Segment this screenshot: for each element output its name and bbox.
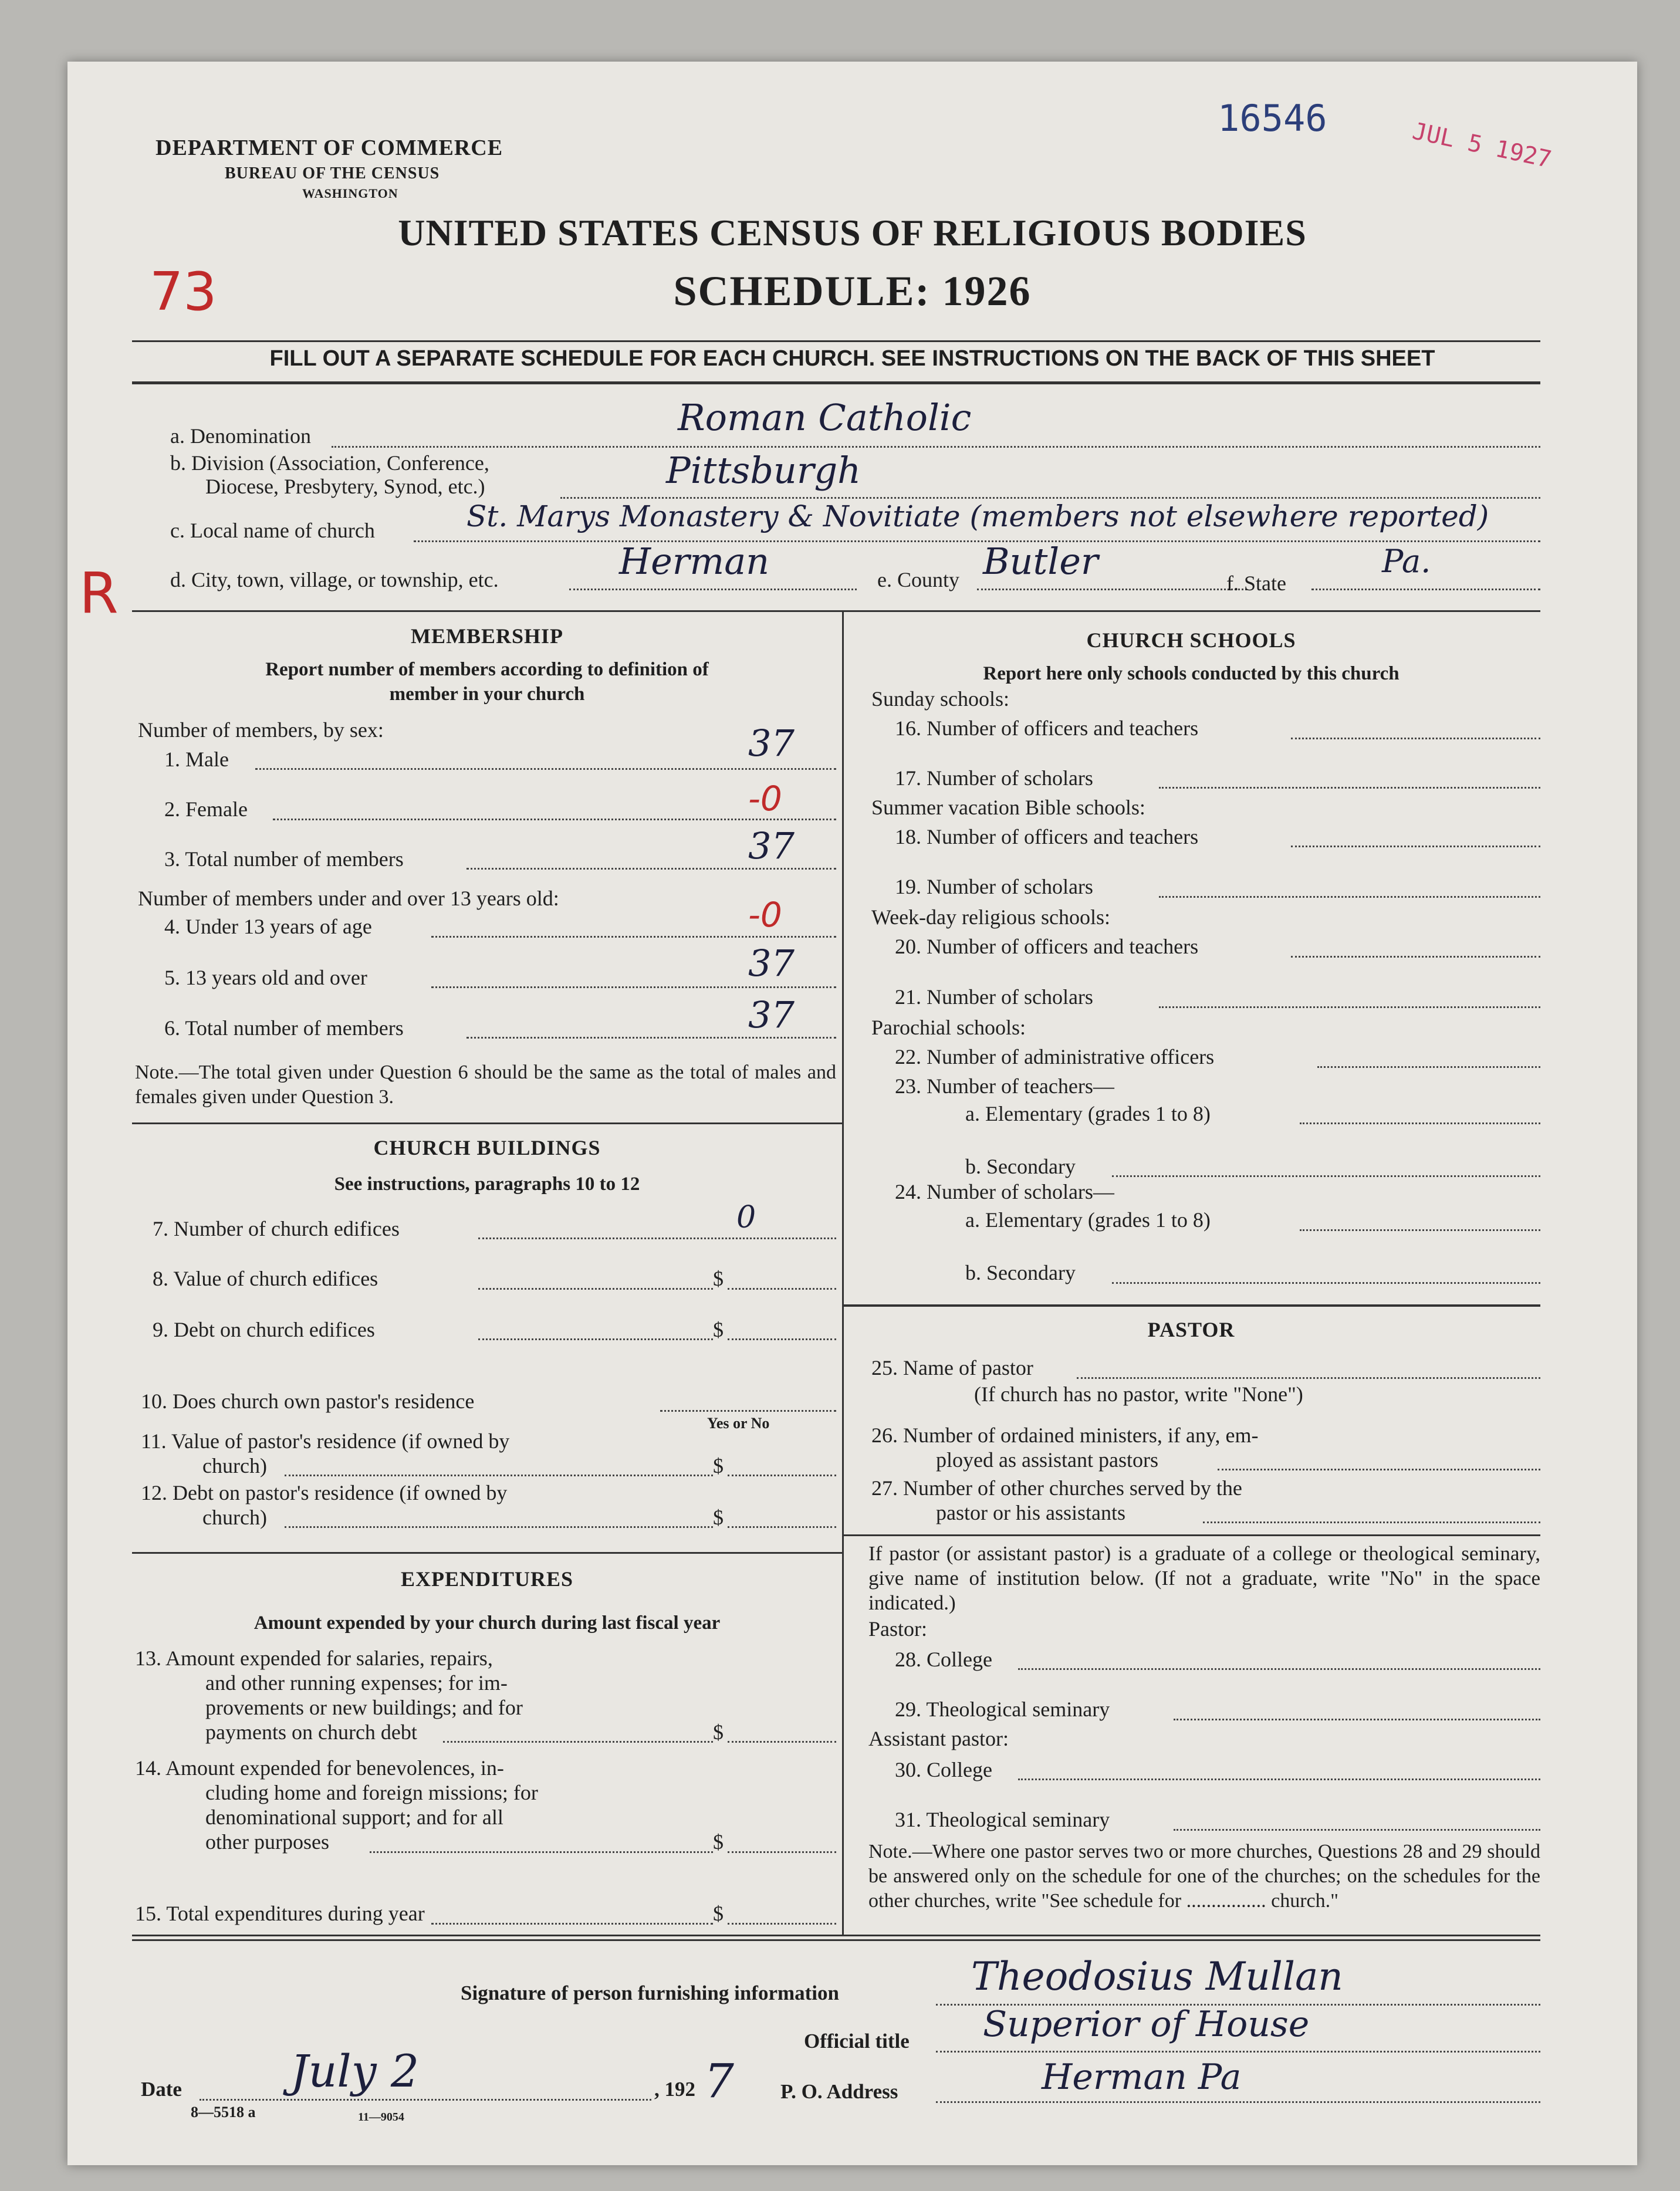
county-value: Butler — [983, 540, 1098, 583]
division-label-2: Diocese, Presbytery, Synod, etc.) — [205, 475, 485, 498]
q14-label-2: cluding home and foreign missions; for — [205, 1781, 538, 1804]
sunday-schools-label: Sunday schools: — [871, 687, 1010, 711]
census-schedule-sheet — [67, 62, 1637, 2165]
q1-male-label: 1. Male — [164, 748, 229, 771]
q20-label: 20. Number of officers and teachers — [895, 935, 1199, 958]
q29-label: 29. Theological seminary — [895, 1698, 1110, 1721]
q15-label: 15. Total expenditures during year — [135, 1902, 425, 1925]
instruction-line: FILL OUT A SEPARATE SCHEDULE FOR EACH CHURCH. SEE INSTRUCTIONS ON THE BACK OF THIS SHEET — [269, 346, 1435, 371]
q6-total-value: 37 — [748, 993, 795, 1036]
q31-label: 31. Theological seminary — [895, 1808, 1110, 1831]
q3-total-label: 3. Total number of members — [164, 847, 404, 871]
q26-label-1: 26. Number of ordained ministers, if any, em- — [871, 1424, 1259, 1447]
assistant-pastor-label: Assistant pastor: — [868, 1727, 1009, 1750]
pastor-sub-label: Pastor: — [868, 1617, 928, 1641]
q11-dollar: $ — [713, 1454, 724, 1477]
membership-note: Note.—The total given under Question 6 should be the same as the total of males and females given under Question 3. — [135, 1061, 836, 1108]
q3-total-value: 37 — [748, 824, 795, 867]
q30-label: 30. College — [895, 1758, 992, 1781]
official-title-value: Superior of House — [983, 2004, 1310, 2045]
q12-label-1: 12. Debt on pastor's residence (if owned by — [141, 1481, 508, 1504]
q1-male-value: 37 — [748, 722, 795, 765]
summer-schools-label: Summer vacation Bible schools: — [871, 796, 1145, 819]
bureau-city: WASHINGTON — [302, 186, 398, 201]
q9-label: 9. Debt on church edifices — [153, 1318, 375, 1341]
q16-label: 16. Number of officers and teachers — [895, 716, 1199, 740]
q27-label-2: pastor or his assistants — [936, 1501, 1125, 1524]
q13-label-3: provements or new buildings; and for — [205, 1696, 523, 1719]
bureau-name: BUREAU OF THE CENSUS — [225, 164, 440, 182]
q14-dollar: $ — [713, 1830, 724, 1854]
membership-sub-2: member in your church — [389, 684, 585, 705]
q14-label-1: 14. Amount expended for benevolences, in- — [135, 1756, 504, 1780]
pastor-heading: PASTOR — [1147, 1318, 1235, 1341]
members-by-age-label: Number of members under and over 13 years old: — [138, 887, 559, 910]
q22-label: 22. Number of administrative officers — [895, 1045, 1215, 1069]
q28-label: 28. College — [895, 1648, 992, 1671]
q27-label-1: 27. Number of other churches served by the — [871, 1476, 1242, 1500]
expenditures-heading: EXPENDITURES — [400, 1567, 574, 1591]
q24a-label: a. Elementary (grades 1 to 8) — [965, 1208, 1211, 1232]
state-label: f. State — [1226, 572, 1286, 595]
margin-r-mark: R — [79, 560, 119, 626]
local-name-label: c. Local name of church — [170, 519, 375, 542]
po-address-label: P. O. Address — [780, 2080, 898, 2103]
state-value: Pa. — [1382, 543, 1431, 580]
q5-over13-label: 5. 13 years old and over — [164, 966, 367, 989]
stamp-number: 16546 — [1218, 97, 1327, 140]
schools-heading: CHURCH SCHOOLS — [1086, 628, 1296, 652]
q7-value: 0 — [736, 1200, 756, 1235]
membership-heading: MEMBERSHIP — [410, 624, 563, 648]
date-label: Date — [141, 2078, 182, 2101]
department-name: DEPARTMENT OF COMMERCE — [156, 136, 503, 160]
received-date-stamp: JUL 5 1927 — [1409, 117, 1554, 174]
denomination-label: a. Denomination — [170, 424, 311, 448]
membership-sub-1: Report number of members according to definition of — [265, 659, 709, 680]
q19-label: 19. Number of scholars — [895, 875, 1093, 898]
q26-label-2: ployed as assistant pastors — [936, 1448, 1158, 1472]
q7-label: 7. Number of church edifices — [153, 1217, 400, 1240]
q17-label: 17. Number of scholars — [895, 766, 1093, 790]
q23a-label: a. Elementary (grades 1 to 8) — [965, 1102, 1211, 1125]
q2-female-label: 2. Female — [164, 797, 248, 821]
q9-dollar: $ — [713, 1318, 724, 1341]
q11-label-1: 11. Value of pastor's residence (if owned by — [141, 1429, 510, 1453]
po-address-value: Herman Pa — [1042, 2057, 1242, 2098]
q5-over13-value: 37 — [748, 942, 795, 985]
expenditures-sub: Amount expended by your church during last fiscal year — [253, 1612, 721, 1634]
schedule-title: SCHEDULE: 1926 — [673, 268, 1032, 315]
q13-label-4: payments on church debt — [205, 1720, 417, 1744]
date-value: July 2 — [290, 2045, 420, 2097]
q18-label: 18. Number of officers and teachers — [895, 825, 1199, 848]
q8-label: 8. Value of church edifices — [153, 1267, 378, 1290]
q24b-label: b. Secondary — [965, 1261, 1076, 1284]
signature-value: Theodosius Mullan — [971, 1954, 1343, 1999]
graduate-note: If pastor (or assistant pastor) is a graduate of a college or theological seminary, give name of institution below. (If not a graduate, write "No" in the space indicated.) — [868, 1542, 1540, 1614]
year-prefix: , 192 — [654, 2078, 695, 2101]
buildings-heading: CHURCH BUILDINGS — [373, 1136, 601, 1159]
q24-label: 24. Number of scholars— — [895, 1180, 1114, 1203]
form-title: UNITED STATES CENSUS OF RELIGIOUS BODIES — [398, 212, 1307, 253]
q13-label-1: 13. Amount expended for salaries, repairs, — [135, 1646, 493, 1670]
form-number: 8—5518 a — [191, 2104, 256, 2121]
q11-label-2: church) — [202, 1454, 267, 1477]
q13-dollar: $ — [713, 1720, 724, 1744]
q23-label: 23. Number of teachers— — [895, 1074, 1114, 1098]
buildings-sub: See instructions, paragraphs 10 to 12 — [334, 1174, 640, 1195]
denomination-value: Roman Catholic — [678, 396, 972, 439]
yes-no-hint: Yes or No — [707, 1415, 770, 1432]
margin-number: 73 — [150, 261, 217, 323]
year-value: 7 — [704, 2054, 734, 2108]
q23b-label: b. Secondary — [965, 1155, 1076, 1178]
q6-total-label: 6. Total number of members — [164, 1016, 404, 1040]
q25-label: 25. Name of pastor — [871, 1356, 1033, 1379]
parochial-schools-label: Parochial schools: — [871, 1016, 1026, 1039]
q4-under13-value: -0 — [748, 895, 782, 935]
official-title-label: Official title — [804, 2030, 910, 2053]
q13-label-2: and other running expenses; for im- — [205, 1671, 508, 1695]
members-by-sex-label: Number of members, by sex: — [138, 718, 384, 742]
q12-label-2: church) — [202, 1506, 267, 1529]
q25-note: (If church has no pastor, write "None") — [974, 1382, 1303, 1406]
q4-under13-label: 4. Under 13 years of age — [164, 915, 372, 938]
local-name-value: St. Marys Monastery & Novitiate (members not elsewhere reported) — [467, 499, 1489, 533]
q12-dollar: $ — [713, 1506, 724, 1529]
q10-label: 10. Does church own pastor's residence — [141, 1389, 475, 1413]
q2-female-value: -0 — [748, 779, 782, 819]
schools-sub: Report here only schools conducted by this church — [983, 663, 1400, 684]
pastor-note: Note.—Where one pastor serves two or more churches, Questions 28 and 29 should be answered only on the schedule for one of the churches; on the schedules for the other churches, write "See schedule for ................ church." — [868, 1841, 1540, 1912]
q14-label-3: denominational support; and for all — [205, 1805, 503, 1829]
city-label: d. City, town, village, or township, etc. — [170, 568, 499, 591]
division-value: Pittsburgh — [666, 449, 861, 492]
division-label-1: b. Division (Association, Conference, — [170, 451, 489, 475]
q8-dollar: $ — [713, 1267, 724, 1290]
q15-dollar: $ — [713, 1902, 724, 1925]
weekday-schools-label: Week-day religious schools: — [871, 905, 1111, 929]
q14-label-4: other purposes — [205, 1830, 329, 1854]
q21-label: 21. Number of scholars — [895, 985, 1093, 1009]
signature-label: Signature of person furnishing information — [461, 1982, 839, 2004]
print-number: 11—9054 — [358, 2111, 404, 2124]
county-label: e. County — [877, 568, 959, 591]
city-value: Herman — [619, 540, 770, 583]
